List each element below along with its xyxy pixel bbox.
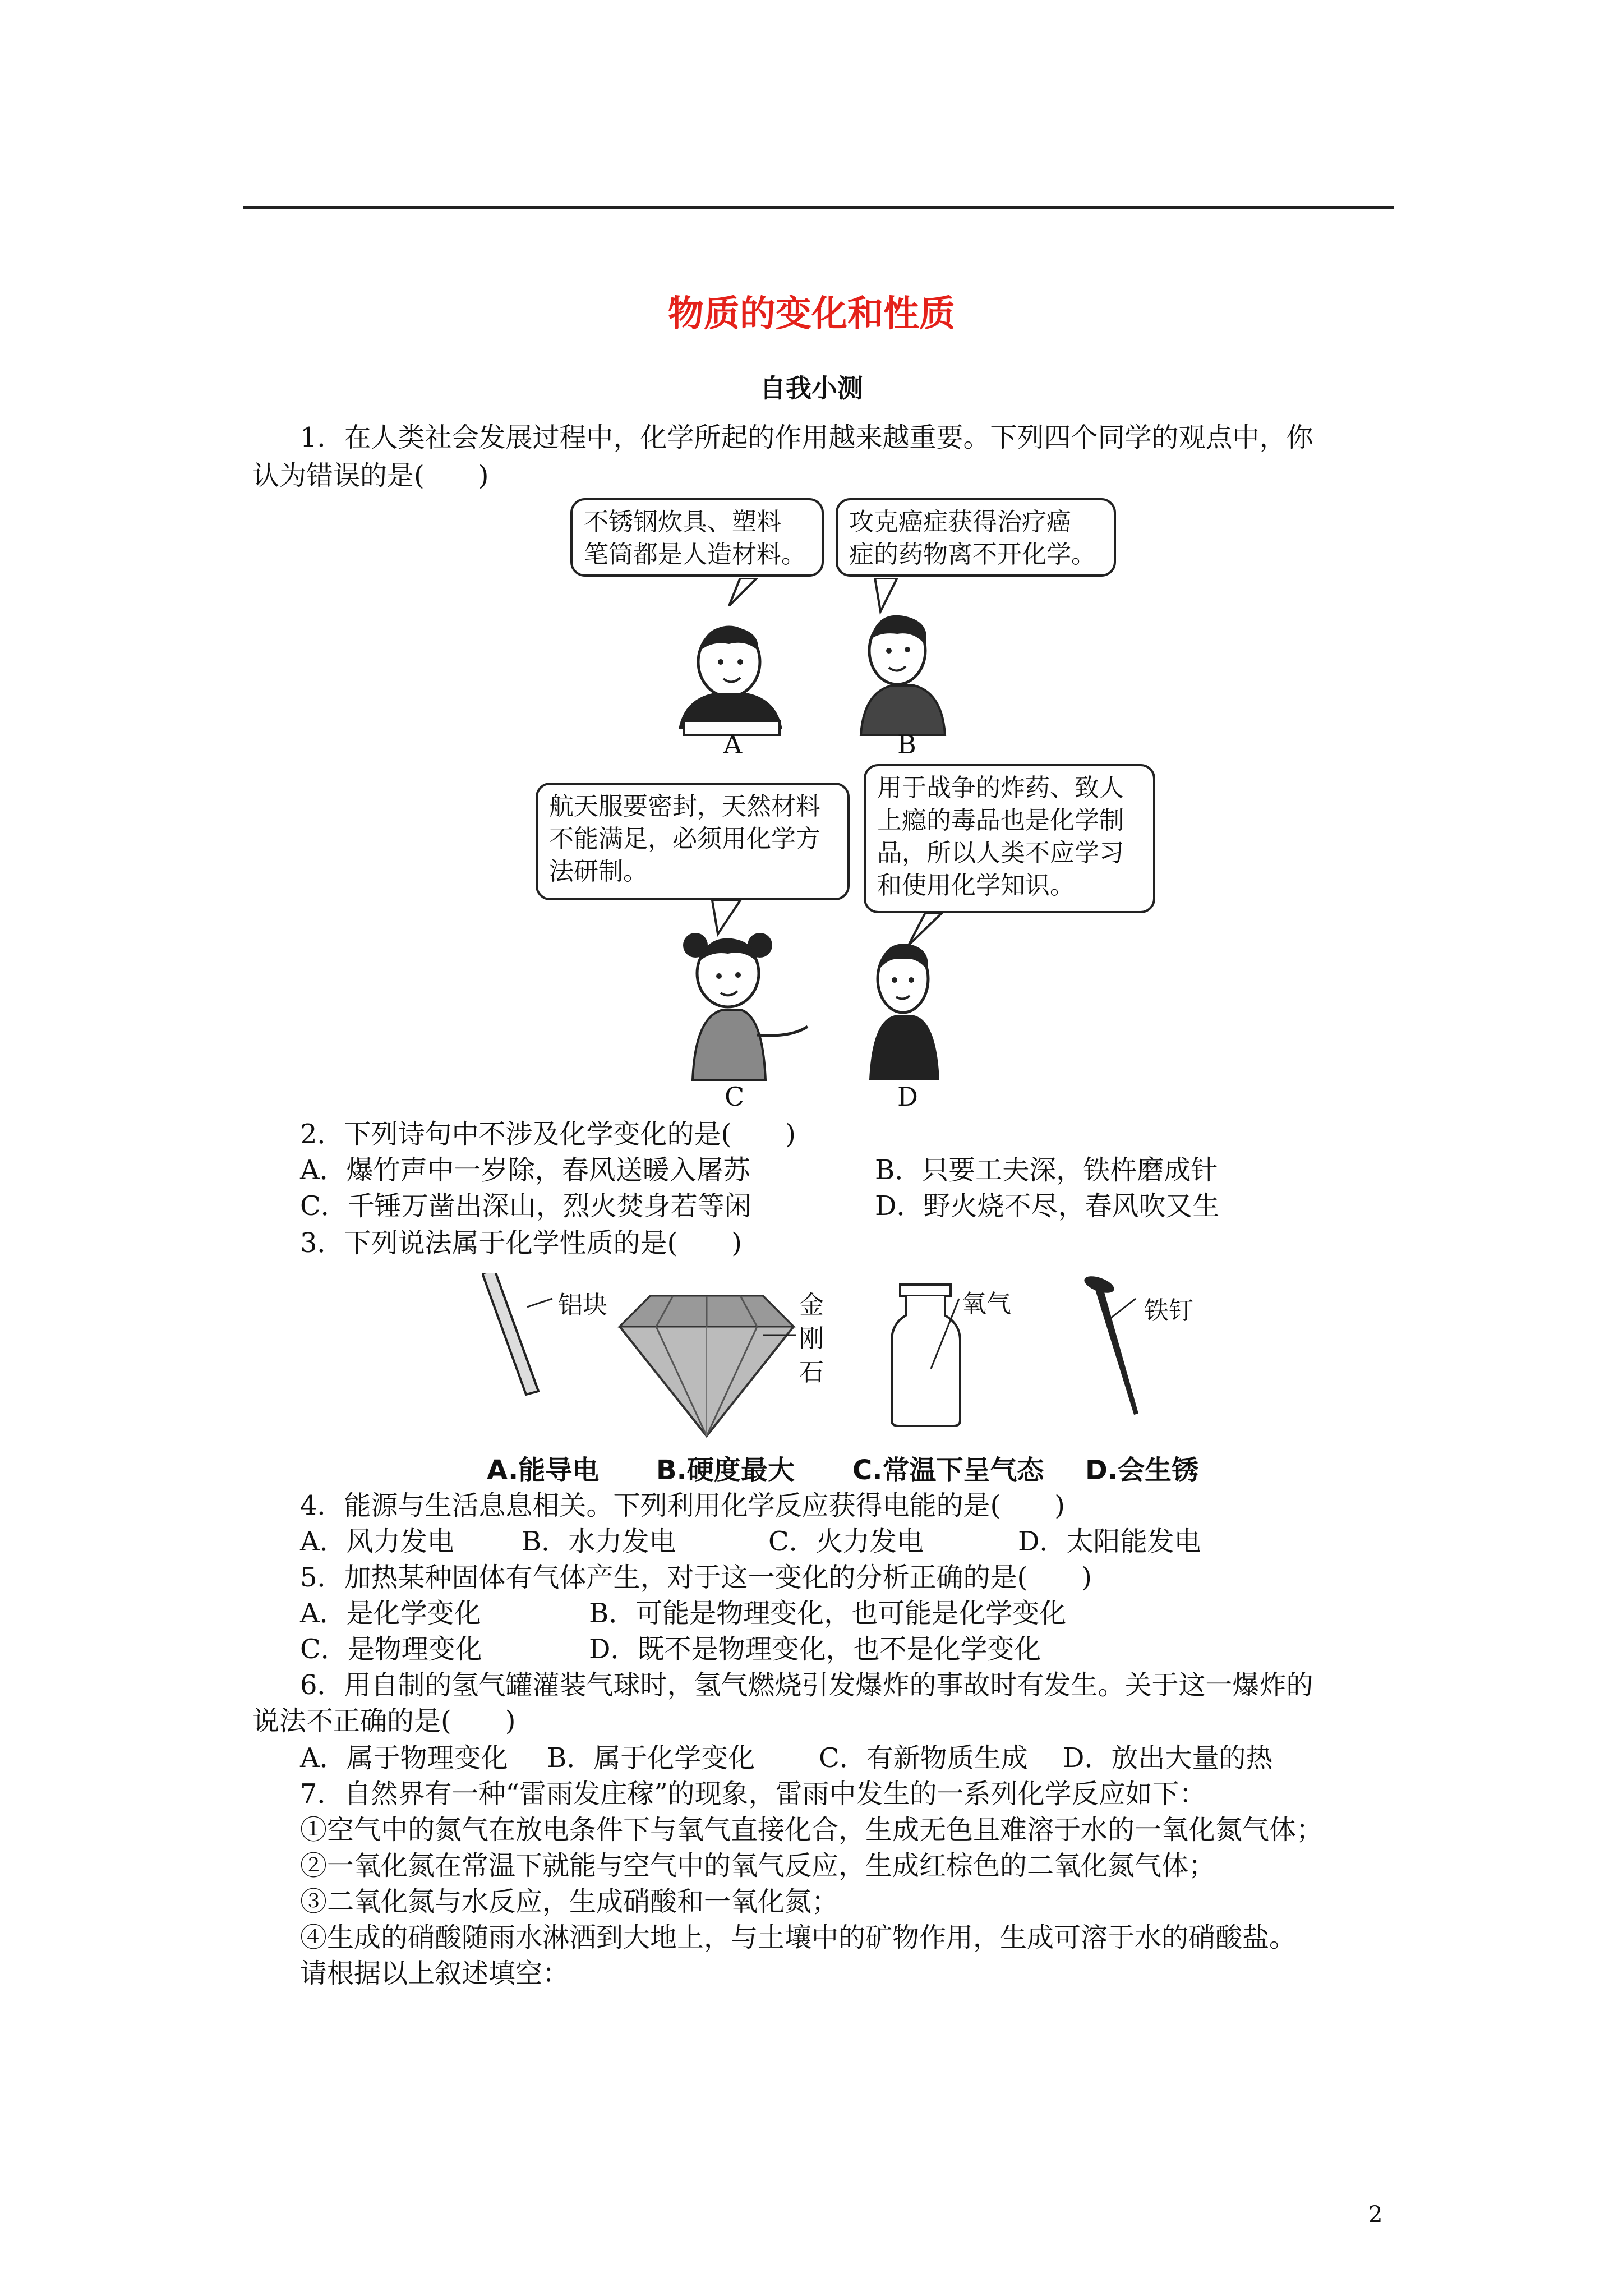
iron-nail-icon	[1082, 1273, 1138, 1415]
q2-stem: 2．下列诗句中不涉及化学变化的是( )	[300, 1119, 796, 1150]
q3-option-b: B.硬度最大	[656, 1455, 795, 1486]
section-subtitle: 自我小测	[760, 373, 863, 403]
student-d-figure	[869, 944, 939, 1080]
q6-option-c: C．有新物质生成	[819, 1742, 1028, 1774]
q6-stem-line2: 说法不正确的是( )	[252, 1705, 516, 1737]
q5-option-b: B．可能是物理变化，也可能是化学变化	[589, 1598, 1067, 1629]
q4-stem: 4．能源与生活息息相关。下列利用化学反应获得电能的是( )	[300, 1490, 1065, 1521]
bubble-c-line2: 不能满足，必须用化学方	[549, 825, 820, 853]
bubble-c-line3: 法研制。	[549, 857, 648, 886]
student-b-figure	[861, 615, 945, 735]
q5-option-c: C．是物理变化	[300, 1634, 482, 1665]
bubble-c-line1: 航天服要密封，天然材料	[549, 792, 820, 821]
q5-stem: 5．加热某种固体有气体产生，对于这一变化的分析正确的是( )	[300, 1562, 1092, 1593]
page-number: 2	[1368, 2202, 1383, 2228]
bubble-d-line3: 品，所以人类不应学习	[877, 839, 1124, 867]
diamond-icon	[620, 1296, 796, 1436]
diamond-label-1: 金	[799, 1291, 824, 1319]
bubble-a-line2: 笔筒都是人造材料。	[584, 540, 806, 569]
q4-option-d: D．太阳能发电	[1018, 1526, 1201, 1557]
bubble-a-line1: 不锈钢炊具、塑料	[584, 508, 781, 536]
speech-bubble-c	[536, 783, 850, 900]
q4-option-b: B．水力发电	[522, 1526, 676, 1557]
q3-option-d: D.会生锈	[1085, 1455, 1199, 1486]
bubble-d-line1: 用于战争的炸药、致人	[877, 774, 1124, 802]
q2-option-d: D．野火烧不尽，春风吹又生	[875, 1190, 1220, 1222]
speech-bubble-b	[836, 498, 1116, 577]
speech-bubble-d	[864, 764, 1155, 913]
q3-option-a: A.能导电	[487, 1455, 600, 1486]
q2-option-b: B．只要工夫深，铁杵磨成针	[875, 1154, 1218, 1186]
student-c-figure	[683, 933, 808, 1080]
bubble-b-line1: 攻克癌症获得治疗癌	[849, 508, 1071, 536]
iron-nail-label: 铁钉	[1144, 1296, 1193, 1325]
oxygen-label: 氧气	[962, 1290, 1011, 1318]
student-label-b: B	[897, 729, 916, 760]
q6-option-a: A．属于物理变化	[300, 1742, 508, 1774]
q4-option-c: C．火力发电	[768, 1526, 924, 1557]
q3-stem: 3．下列说法属于化学性质的是( )	[300, 1227, 742, 1259]
q7-statement-4: ④生成的硝酸随雨水淋洒到大地上，与土壤中的矿物作用，生成可溶于水的硝酸盐。	[300, 1922, 1297, 1953]
student-label-d: D	[897, 1082, 918, 1112]
students-cd-illustration	[662, 900, 1122, 1085]
diamond-label-3: 石	[799, 1358, 824, 1387]
q7-stem: 7．自然界有一种“雷雨发庄稼”的现象，雷雨中发生的一系列化学反应如下：	[300, 1778, 1206, 1810]
student-a-figure	[679, 627, 782, 735]
students-ab-illustration	[662, 578, 1122, 746]
q7-statement-1: ①空气中的氮气在放电条件下与氧气直接化合，生成无色且难溶于水的一氧化氮气体；	[300, 1814, 1324, 1846]
q1-stem-line1: 1．在人类社会发展过程中，化学所起的作用越来越重要。下列四个同学的观点中，你	[300, 422, 1313, 453]
q2-option-c: C．千锤万凿出深山，烈火焚身若等闲	[300, 1190, 751, 1222]
oxygen-bottle-icon	[892, 1285, 960, 1426]
aluminum-block-icon	[482, 1273, 552, 1395]
speech-bubble-a	[570, 498, 824, 577]
student-label-a: A	[723, 729, 743, 760]
q1-stem-line2: 认为错误的是( )	[252, 460, 489, 491]
header-rule	[243, 206, 1394, 209]
q5-option-a: A．是化学变化	[300, 1598, 481, 1629]
q6-stem-line1: 6．用自制的氢气罐灌装气球时，氢气燃烧引发爆炸的事故时有发生。关于这一爆炸的	[300, 1669, 1313, 1701]
q4-option-a: A．风力发电	[300, 1526, 454, 1557]
diamond-label-2: 刚	[799, 1324, 824, 1353]
bubble-b-line2: 症的药物离不开化学。	[849, 540, 1096, 569]
page-title: 物质的变化和性质	[668, 293, 955, 335]
q5-option-d: D．既不是物理变化，也不是化学变化	[589, 1634, 1041, 1665]
bubble-d-line2: 上瘾的毒品也是化学制	[877, 806, 1124, 835]
q6-option-d: D．放出大量的热	[1063, 1742, 1273, 1774]
q3-option-c: C.常温下呈气态	[852, 1455, 1044, 1486]
q7-prompt: 请根据以上叙述填空：	[300, 1958, 570, 1989]
q6-option-b: B．属于化学变化	[547, 1742, 755, 1774]
q7-statement-3: ③二氧化氮与水反应，生成硝酸和一氧化氮；	[300, 1886, 839, 1917]
q2-option-a: A．爆竹声中一岁除，春风送暖入屠苏	[300, 1154, 750, 1186]
aluminum-block-label: 铝块	[558, 1291, 607, 1319]
student-label-c: C	[725, 1082, 745, 1112]
q7-statement-2: ②一氧化氮在常温下就能与空气中的氧气反应，生成红棕色的二氧化氮气体；	[300, 1850, 1216, 1881]
bubble-d-line4: 和使用化学知识。	[877, 871, 1075, 900]
